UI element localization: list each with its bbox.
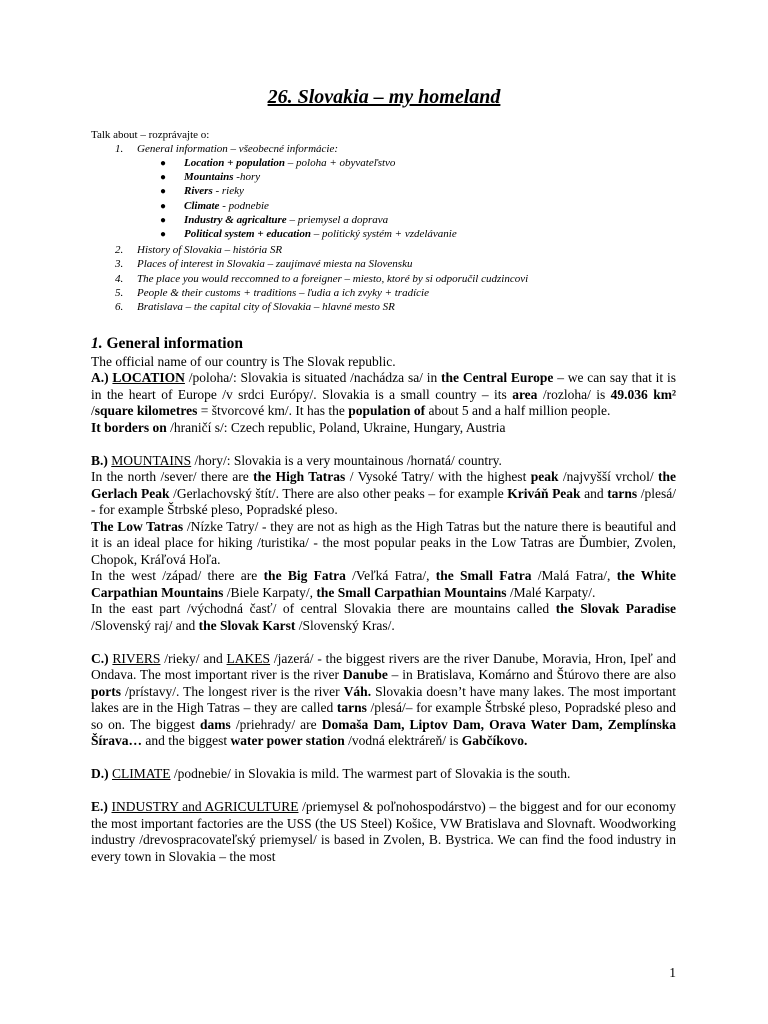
outline-item-text: General information – všeobecné informácie: bbox=[137, 143, 339, 155]
paragraph bbox=[91, 453, 676, 470]
text-run: peak bbox=[530, 469, 559, 484]
text-run: 49.036 km² bbox=[610, 386, 676, 402]
text-run: /Malá Fatra/, bbox=[531, 568, 617, 583]
subtopic-item bbox=[160, 213, 720, 227]
text-run: – we can say that it is in the heart of Europe /v srdci Európy/. Slovakia is a small country – its bbox=[91, 370, 676, 402]
text-run: /Gerlachovský štít/. There are also other peaks – for example bbox=[169, 485, 508, 501]
outline-item bbox=[115, 243, 715, 257]
text-run: /hraničí s/: Czech republic, Poland, Ukraine, Hungary, Austria bbox=[166, 419, 506, 435]
text-run: the Slovak Paradise bbox=[555, 601, 676, 616]
subtopic-item bbox=[160, 227, 720, 241]
text-run: Gabčíkovo. bbox=[461, 733, 528, 748]
text-run: – in Bratislava, Komárno and Štúrovo there are also bbox=[387, 667, 676, 682]
subtopic-item bbox=[160, 156, 720, 170]
text-run: It borders on bbox=[91, 419, 167, 435]
text-run: /plesá/ - for example Štrbské pleso, Popradské pleso. bbox=[91, 485, 676, 517]
outline-item bbox=[115, 272, 715, 286]
section-heading bbox=[91, 336, 676, 353]
text-run: square kilometres bbox=[94, 403, 198, 418]
text-run: /Slovenský Kras/. bbox=[295, 617, 395, 633]
outline-item bbox=[115, 300, 715, 314]
text-run: RIVERS bbox=[112, 650, 161, 666]
paragraph-gap bbox=[91, 436, 676, 453]
text-run: Domaša Dam, Liptov Dam, Orava Water Dam, Zemplínska Šírava… bbox=[91, 716, 676, 748]
outline-item-number: 3. bbox=[115, 258, 124, 271]
outline-item-number: 4. bbox=[115, 272, 124, 285]
subtopic-text bbox=[184, 184, 244, 198]
talk-about-intro: Talk about – rozprávajte o: bbox=[91, 129, 210, 141]
text-run: CLIMATE bbox=[112, 766, 171, 781]
text-run: the High Tatras bbox=[253, 469, 346, 484]
subtopic-text bbox=[184, 156, 395, 170]
text-run: LOCATION bbox=[112, 370, 185, 385]
text-run: D.) bbox=[91, 766, 112, 781]
text-run: ports bbox=[91, 683, 121, 699]
outline-item-text: Places of interest in Slovakia – zaujímavé miesta na Slovensku bbox=[137, 258, 413, 271]
outline-item-number: 6. bbox=[115, 301, 124, 314]
subtopic-list bbox=[160, 156, 720, 241]
paragraph-gap bbox=[91, 783, 676, 800]
outline-item bbox=[115, 286, 715, 300]
section-heading-text: General information bbox=[102, 335, 243, 352]
text-run: /rieky/ and bbox=[160, 650, 227, 666]
paragraph-gap bbox=[91, 750, 676, 767]
text-run: A.) bbox=[91, 370, 113, 385]
outline-item bbox=[115, 257, 715, 271]
text-run: /poloha/: Slovakia is situated /nachádza sa/ in bbox=[184, 370, 442, 385]
subtopic-text bbox=[184, 213, 388, 227]
outline-item-number: 1. bbox=[115, 143, 124, 155]
text-run: Danube bbox=[342, 667, 388, 682]
subtopic-term: Location + population bbox=[184, 157, 286, 169]
outline-item-number: 2. bbox=[115, 244, 124, 256]
text-run: the Gerlach Peak bbox=[91, 469, 676, 501]
text-run: /vodná elektráreň/ is bbox=[344, 733, 462, 748]
text-run: about 5 and a half million people. bbox=[425, 403, 611, 418]
outline-item-text: Bratislava – the capital city of Slovakia – hlavné mesto SR bbox=[137, 301, 395, 314]
text-run: B.) bbox=[91, 452, 112, 468]
text-run: /priehrady/ are bbox=[230, 716, 322, 732]
text-run: /Slovenský raj/ and bbox=[91, 617, 199, 633]
subtopic-term: Mountains bbox=[184, 171, 234, 184]
paragraph bbox=[91, 601, 676, 634]
text-run: the Small Carpathian Mountains bbox=[316, 584, 507, 600]
section-number: 1. bbox=[91, 335, 103, 352]
subtopic-translation: -hory bbox=[233, 171, 261, 184]
topic-outline-continued bbox=[115, 243, 715, 314]
subtopic-term: Industry & agricalture bbox=[184, 213, 287, 226]
paragraph bbox=[91, 354, 676, 371]
text-run: tarns bbox=[336, 700, 367, 715]
text-run: and bbox=[580, 485, 608, 501]
subtopic-text bbox=[184, 170, 260, 184]
text-run: Slovakia doesn’t have many lakes. The most important lakes are in the High Tatras – they are called bbox=[91, 683, 677, 715]
text-run: /podnebie/ in Slovakia is mild. The warmest part of Slovakia is the south. bbox=[170, 766, 571, 781]
text-run: The Low Tatras bbox=[91, 518, 184, 534]
text-run: and the biggest bbox=[142, 733, 231, 748]
text-run: / Vysoké Tatry/ with the highest bbox=[345, 469, 531, 484]
paragraph bbox=[91, 370, 676, 420]
paragraph bbox=[91, 799, 676, 865]
text-run: In the north /sever/ there are bbox=[91, 469, 254, 484]
text-run: /hory/: Slovakia is a very mountainous /hornatá/ country. bbox=[191, 452, 502, 468]
text-run: /Biele Karpaty/, bbox=[223, 584, 317, 600]
outline-item bbox=[115, 142, 715, 156]
bullet-icon: ● bbox=[160, 214, 167, 226]
subtopic-text bbox=[184, 227, 457, 241]
text-run: The official name of our country is The Slovak republic. bbox=[91, 353, 396, 369]
text-run: area bbox=[512, 386, 538, 402]
text-run: /prístavy/. The longest river is the river bbox=[121, 683, 344, 699]
text-run: E.) bbox=[91, 799, 112, 814]
text-run: /Malé Karpaty/. bbox=[506, 584, 596, 600]
text-run: /priemysel & poľnohospodárstvo) – the biggest and for our economy the most important factories are the USS (the US Steel) Košice, VW Bratislava and Slovnaft. Woodworking industry /drevospracovateľský priemysel/ is based in Zvolen, B. Bystrica. We can find the food industry in every town in Slovakia – the most bbox=[91, 799, 677, 864]
paragraph bbox=[91, 651, 676, 750]
subtopic-term: Climate bbox=[184, 199, 220, 212]
paragraph bbox=[91, 766, 676, 783]
document-title: 26. Slovakia – my homeland bbox=[267, 86, 501, 108]
text-run: the Central Europe bbox=[441, 370, 554, 385]
text-run: Kriváň Peak bbox=[507, 485, 581, 501]
text-run: /Veľká Fatra/, bbox=[345, 568, 436, 583]
text-run: dams bbox=[199, 716, 231, 732]
subtopic-item bbox=[160, 184, 720, 198]
text-run: the Small Fatra bbox=[435, 568, 532, 583]
paragraph bbox=[91, 469, 676, 519]
outline-item-text: History of Slovakia – história SR bbox=[137, 244, 283, 256]
body-paragraphs bbox=[91, 354, 676, 866]
paragraph bbox=[91, 519, 676, 569]
text-run: In the east part /východná časť/ of central Slovakia there are mountains called bbox=[91, 601, 556, 616]
paragraph bbox=[91, 568, 676, 601]
subtopic-term: Political system + education bbox=[184, 227, 311, 240]
text-run: Váh. bbox=[343, 683, 372, 699]
text-run: /jazerá/ - the biggest rivers are the river Danube, Moravia, Hron, Ipeľ and Ondava. The most important river is the river bbox=[91, 650, 677, 682]
text-run: = štvorcové km/. It has the bbox=[197, 403, 349, 418]
subtopic-translation: - rieky bbox=[212, 185, 244, 198]
subtopic-translation: – priemysel a doprava bbox=[286, 213, 389, 226]
subtopic-translation: – poloha + obyvateľstvo bbox=[285, 157, 396, 169]
text-run: /Nízke Tatry/ - they are not as high as the High Tatras but the nature there is beautiful and it is an ideal place for hiking /turistika/ - the most popular peaks in the Low Tatras are Ďumbier, Zvolen, Chopok, Kráľová Hoľa. bbox=[91, 518, 676, 567]
subtopic-term: Rivers bbox=[184, 185, 213, 198]
topic-outline bbox=[115, 142, 715, 156]
text-run: INDUSTRY and AGRICULTURE bbox=[111, 799, 299, 814]
text-run: the White Carpathian Mountains bbox=[91, 568, 676, 600]
text-run: water power station bbox=[230, 733, 345, 748]
text-run: /plesá/– for example Štrbské pleso, Popradské pleso and so on. The biggest bbox=[91, 700, 676, 732]
outline-item-text: The place you would reccomned to a foreigner – miesto, ktoré by si odporučil cudzincovi bbox=[137, 272, 529, 285]
bullet-icon: ● bbox=[160, 186, 167, 198]
text-run: In the west /západ/ there are bbox=[91, 568, 264, 583]
text-run: the Big Fatra bbox=[263, 568, 346, 583]
subtopic-item bbox=[160, 170, 720, 184]
main-text bbox=[91, 336, 676, 865]
subtopic-text bbox=[184, 199, 269, 213]
paragraph-gap bbox=[91, 634, 676, 651]
text-run: LAKES bbox=[226, 650, 271, 666]
text-run: MOUNTAINS bbox=[111, 452, 192, 468]
subtopic-translation: - podnebie bbox=[219, 199, 269, 212]
text-run: population of bbox=[348, 403, 426, 418]
outline-item-number: 5. bbox=[115, 286, 124, 299]
page-number: 1 bbox=[669, 965, 676, 980]
text-run: /najvyšší vrchol/ bbox=[558, 469, 658, 484]
text-run: /rozloha/ is bbox=[537, 386, 611, 402]
bullet-icon: ● bbox=[160, 200, 167, 212]
outline-item-text: People & their customs + traditions – ľudia a ich zvyky + tradície bbox=[137, 286, 429, 299]
text-run: tarns bbox=[607, 485, 638, 501]
bullet-icon: ● bbox=[160, 228, 167, 240]
bullet-icon: ● bbox=[160, 172, 167, 184]
subtopic-translation: – politický systém + vzdelávanie bbox=[310, 227, 457, 240]
text-run: C.) bbox=[91, 650, 113, 666]
text-run: / bbox=[91, 403, 95, 418]
text-run: the Slovak Karst bbox=[198, 617, 296, 633]
subtopic-item bbox=[160, 199, 720, 213]
paragraph bbox=[91, 420, 676, 437]
bullet-icon: ● bbox=[160, 158, 167, 169]
